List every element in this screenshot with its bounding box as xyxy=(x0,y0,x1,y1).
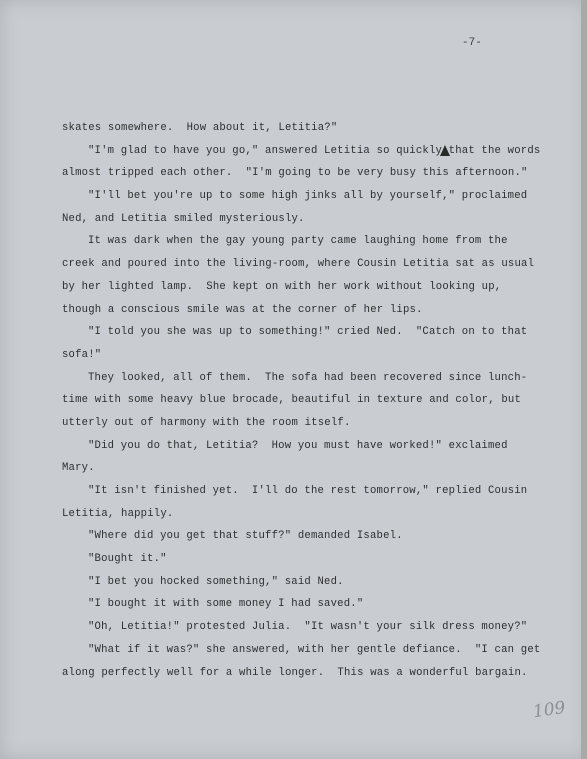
text-line: "I'm glad to have you go," answered Letitia so quickly that the words xyxy=(88,144,541,157)
text-line: "Oh, Letitia!" protested Julia. "It wasn't your silk dress money?" xyxy=(88,621,528,634)
text-line: "I'll bet you're up to some high jinks all by yourself," proclaimed xyxy=(88,190,528,203)
text-line: Ned, and Letitia smiled mysteriously. xyxy=(62,212,305,225)
page-edge xyxy=(581,0,587,759)
text-line: "Where did you get that stuff?" demanded Isabel. xyxy=(88,530,403,543)
text-line: sofa!" xyxy=(62,348,102,361)
text-line: skates somewhere. How about it, Letitia?" xyxy=(62,122,338,134)
body-text xyxy=(62,117,562,684)
text-line: "I told you she was up to something!" cried Ned. "Catch on to that xyxy=(88,326,528,339)
text-line: by her lighted lamp. She kept on with her work without looking up, xyxy=(62,280,502,293)
text-line: "I bought it with some money I had saved." xyxy=(88,598,364,611)
text-line: along perfectly well for a while longer. This was a wonderful bargain. xyxy=(62,666,528,679)
text-line: though a conscious smile was at the corner of her lips. xyxy=(62,303,423,316)
text-line: "Did you do that, Letitia? How you must have worked!" exclaimed xyxy=(88,439,508,452)
handwritten-folio-number: 109 xyxy=(531,697,567,723)
text-line: creek and poured into the living-room, where Cousin Letitia sat as usual xyxy=(62,258,535,271)
text-line: It was dark when the gay young party came laughing home from the xyxy=(88,235,508,248)
text-line: Letitia, happily. xyxy=(62,507,174,520)
text-line: time with some heavy blue brocade, beautiful in texture and color, but xyxy=(62,394,522,407)
text-line: "I bet you hocked something," said Ned. xyxy=(88,575,344,588)
text-line: Mary. xyxy=(62,462,95,475)
text-line: almost tripped each other. "I'm going to be very busy this afternoon." xyxy=(62,167,528,180)
page-number: -7- xyxy=(462,37,482,49)
text-line: They looked, all of them. The sofa had been recovered since lunch- xyxy=(88,371,528,384)
text-line: utterly out of harmony with the room itself. xyxy=(62,416,351,429)
text-line: "Bought it." xyxy=(88,553,167,566)
text-line: "What if it was?" she answered, with her gentle defiance. "I can get xyxy=(88,643,541,656)
text-line: "It isn't finished yet. I'll do the rest tomorrow," replied Cousin xyxy=(88,485,528,497)
